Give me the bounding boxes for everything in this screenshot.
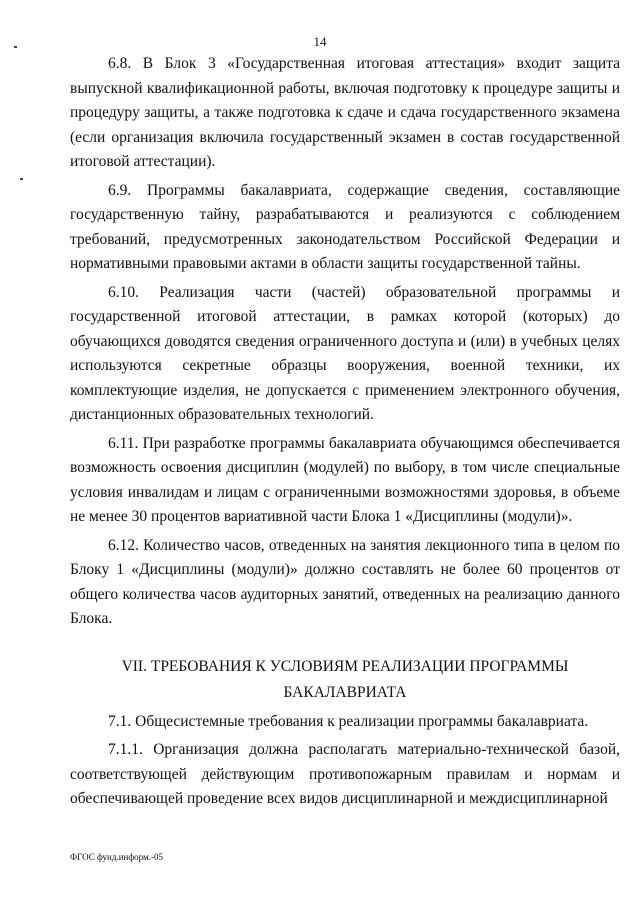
footer-note: ФГОС фунд.информ.-05 bbox=[70, 852, 163, 862]
paragraph-6-10: 6.10. Реализация части (частей) образовательной программы и государственной итоговой аттестации, в рамках которой (которых) до обучающихся доводятся сведения ограниченного доступа и (или) в учебных целях используются секретные образцы вооружения, военной техники, их комплектующие изделия, не допускается с применением электронного обучения, дистанционных образовательных технологий. bbox=[70, 283, 620, 423]
scan-mark-left bbox=[20, 178, 23, 180]
paragraph-6-11: 6.11. При разработке программы бакалавриата обучающимся обеспечивается возможность освоения дисциплин (модулей) по выбору, в том числе специальные условия инвалидам и лицам с ограниченными возможностями здоровья, в объеме не менее 30 процентов вариативной части Блока 1 «Дисциплины (модули)». bbox=[70, 434, 620, 525]
section-title-line-1: VII. ТРЕБОВАНИЯ К УСЛОВИЯМ РЕАЛИЗАЦИИ ПРОГРАММЫ bbox=[121, 657, 569, 675]
paragraph-7-1-1: 7.1.1. Организация должна располагать материально-технической базой, соответствующей действующим противопожарным правилам и нормам и обеспечивающей проведение всех видов дисциплинарной и междисциплинарной bbox=[70, 741, 620, 807]
page-number: 14 bbox=[313, 34, 327, 49]
paragraph-6-12: 6.12. Количество часов, отведенных на занятия лекционного типа в целом по Блоку 1 «Дисциплины (модули)» должно составлять не более 60 процентов от общего количества часов аудиторных занятий, отведенных на реализацию данного Блока. bbox=[70, 536, 620, 627]
paragraph-6-9: 6.9. Программы бакалавриата, содержащие сведения, составляющие государственную тайну, разрабатываются и реализуются с соблюдением требований, предусмотренных законодательством Российской Федерации и нормативными правовыми актами в области защиты государственной тайны. bbox=[70, 181, 620, 272]
paragraph-7-1: 7.1. Общесистемные требования к реализации программы бакалавриата. bbox=[108, 712, 589, 730]
section-title-line-2: БАКАЛАВРИАТА bbox=[283, 683, 407, 701]
paragraph-6-8: 6.8. В Блок 3 «Государственная итоговая аттестация» входит защита выпускной квалификационной работы, включая подготовку к процедуре защиты и процедуру защиты, а также подготовка к сдаче и сдача государственного экзамена (если организация включила государственный экзамен в состав государственной итоговой аттестации). bbox=[70, 55, 620, 170]
section-title bbox=[70, 654, 620, 706]
document-body bbox=[70, 52, 620, 812]
